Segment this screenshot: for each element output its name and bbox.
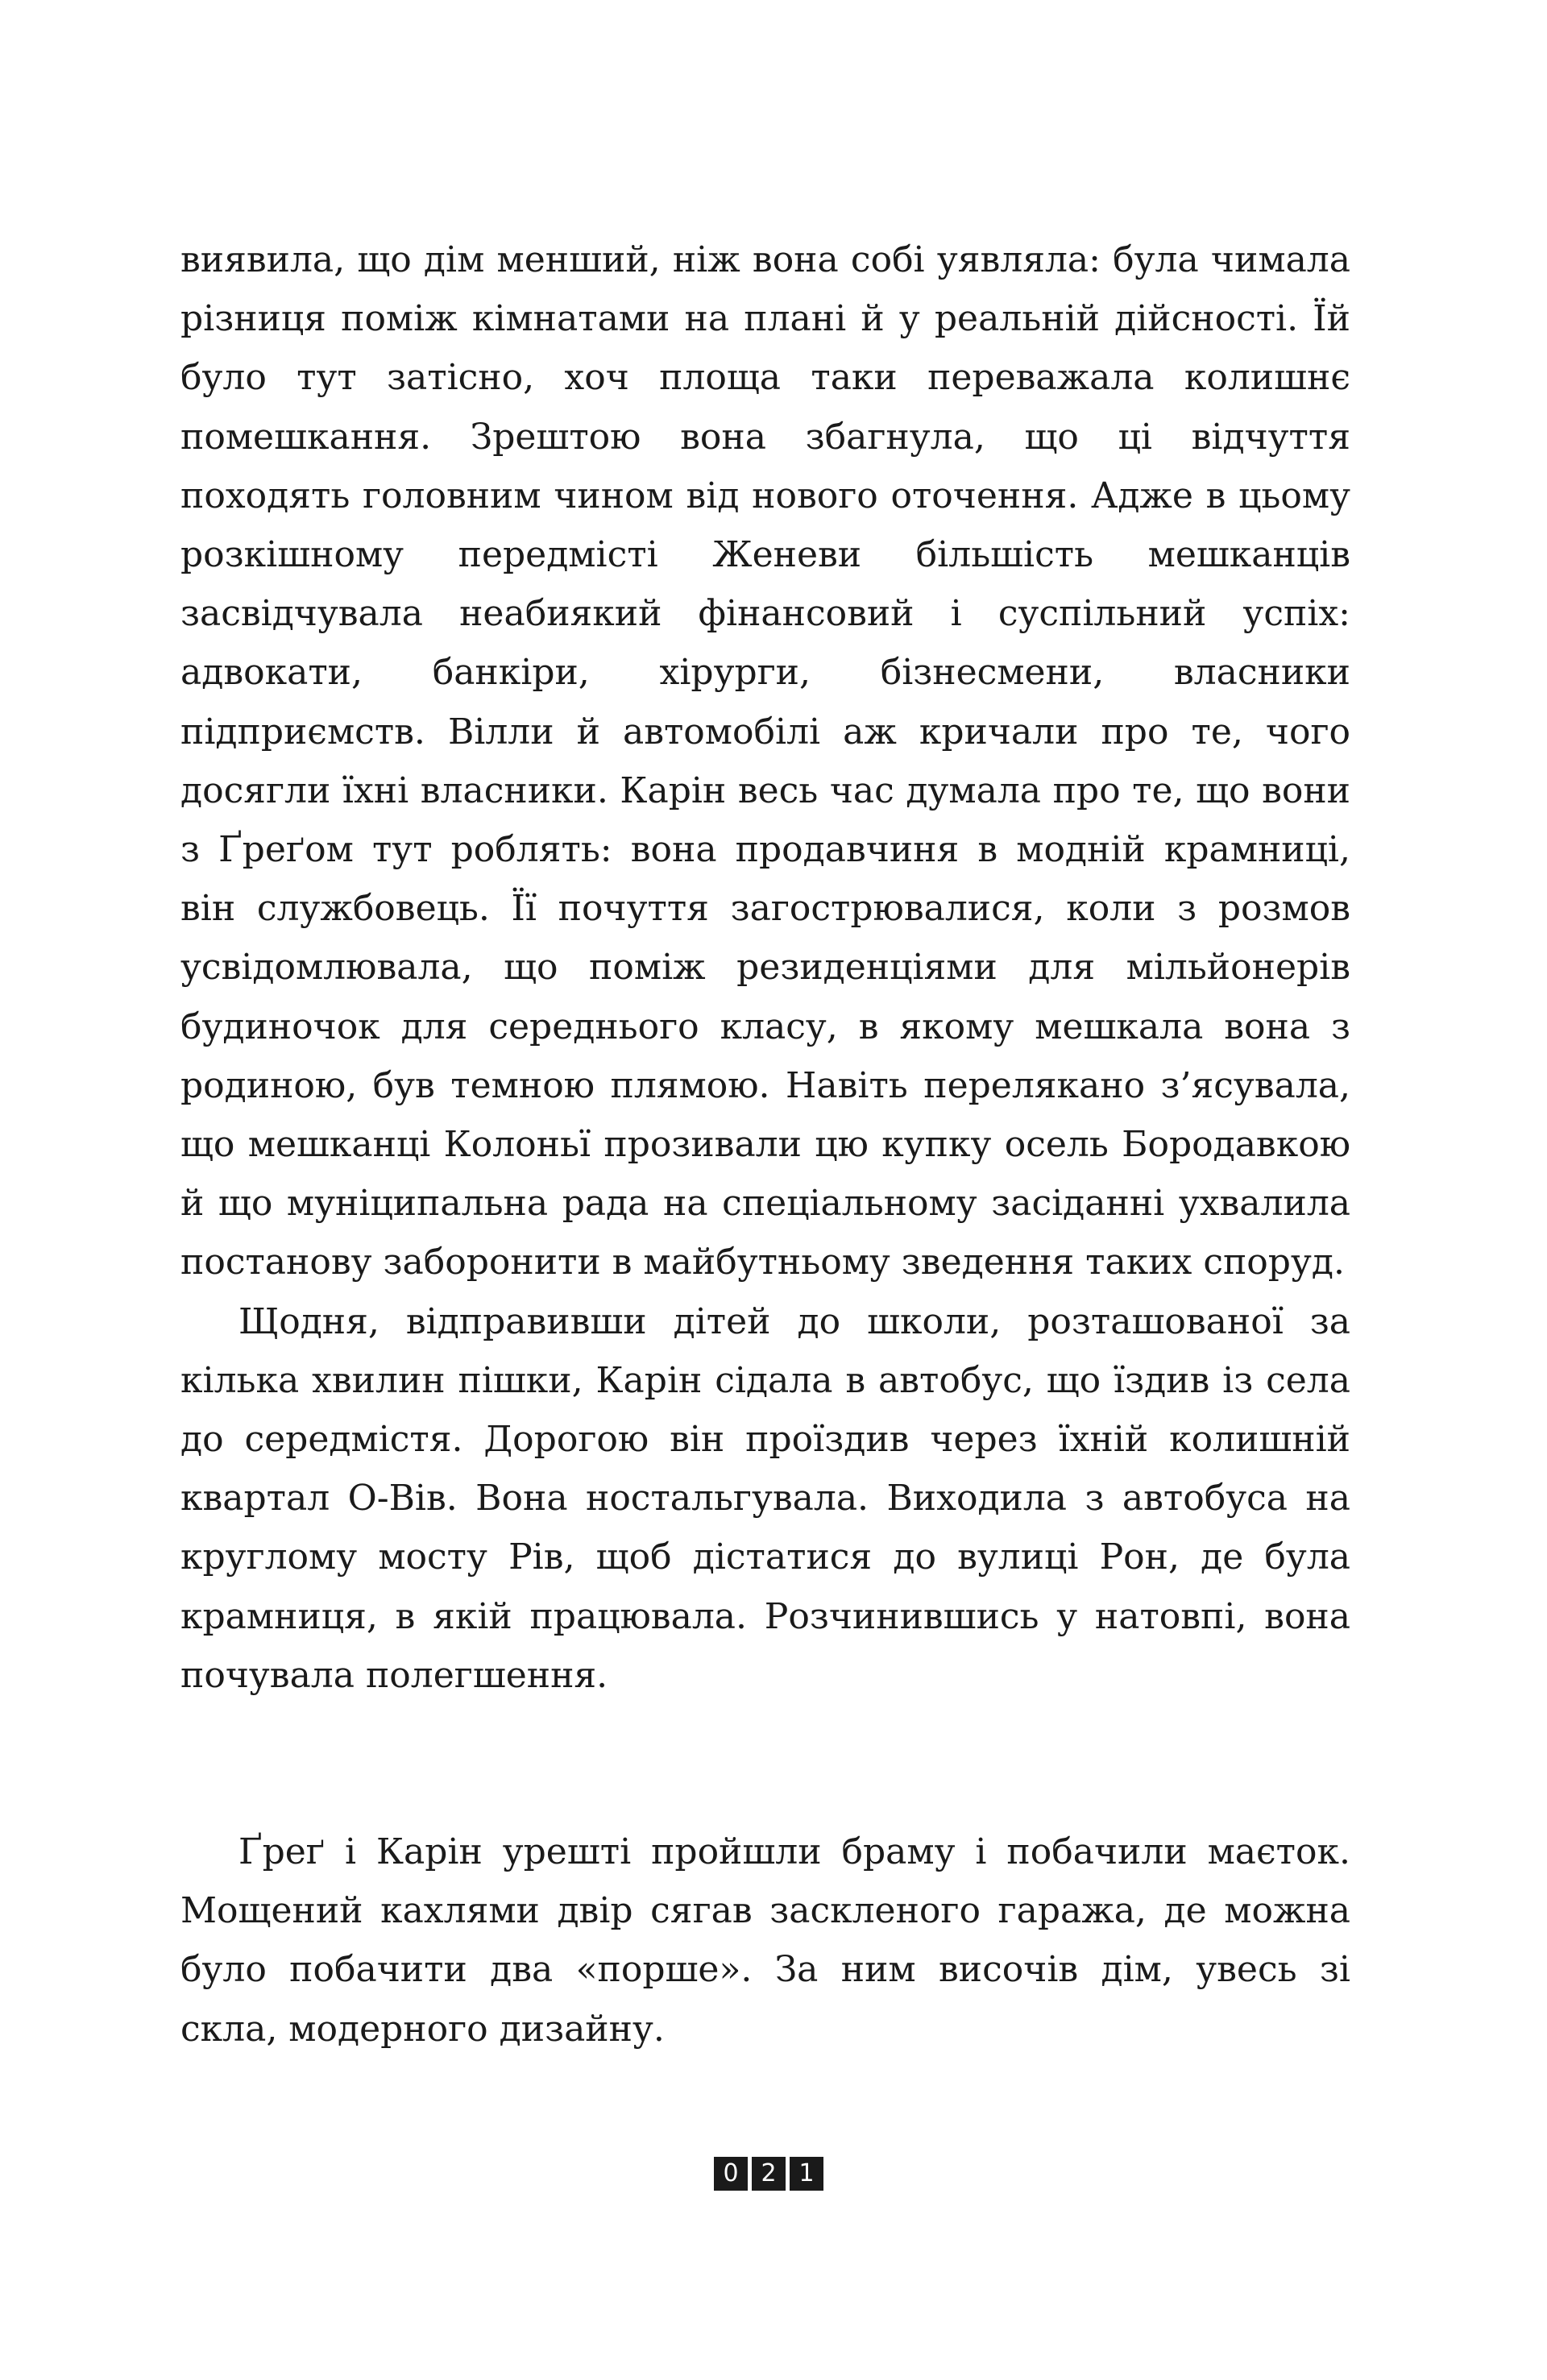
main-text-section: [180, 230, 1350, 1705]
paragraph-continued: виявила, що дім менший, ніж вона собі уявляла: була чимала різниця поміж кімнатами на плані й у реальній дійсності. Їй було тут затісно, хоч площа таки переважала колишнє помешкання. Зрештою вона збагнула, що ці відчуття походять головним чином від нового оточення. Адже в цьому розкішному передмісті Женеви більшість мешканців засвідчувала неабиякий фінансовий і суспільний успіх: адвокати, банкіри, хірурги, бізнесмени, власники підприємств. Вілли й автомобілі аж кричали про те, чого досягли їхні власники. Карін весь час думала про те, що вони з Ґреґом тут роблять: вона продавчиня в модній крамниці, він службовець. Її почуття загострювалися, коли з розмов усвідомлювала, що поміж резиденціями для мільйонерів будиночок для середнього класу, в якому мешкала вона з родиною, був темною плямою. Навіть перелякано з’ясувала, що мешканці Колоньї прозивали цю купку осель Бородавкою й що муніципальна рада на спеціальному засіданні ухвалила постанову заборонити в майбутньому зведення таких споруд.: [180, 239, 1350, 1283]
page-number-digit: 2: [752, 2157, 786, 2191]
page-number-digit: 1: [790, 2157, 823, 2191]
page-number-digit: 0: [714, 2157, 748, 2191]
paragraph: Ґреґ і Карін урешті пройшли браму і побачили маєток. Мощений кахлями двір сягав заскленого гаража, де можна було побачити два «порше». За ним височів дім, увесь зі скла, модерного дизайну.: [180, 1831, 1350, 2050]
page-number: [714, 2157, 823, 2191]
scene-break-text-section: [180, 1822, 1350, 2059]
paragraph: Щодня, відправивши дітей до школи, розташованої за кілька хвилин пішки, Карін сідала в автобус, що їздив із села до середмістя. Дорогою він проїздив через їхній колишній квартал О-Вів. Вона ностальгувала. Виходила з автобуса на круглому мосту Рів, щоб дістатися до вулиці Рон, де була крамниця, в якій працювала. Розчинившись у натовпі, вона почувала полегшення.: [180, 1300, 1350, 1696]
